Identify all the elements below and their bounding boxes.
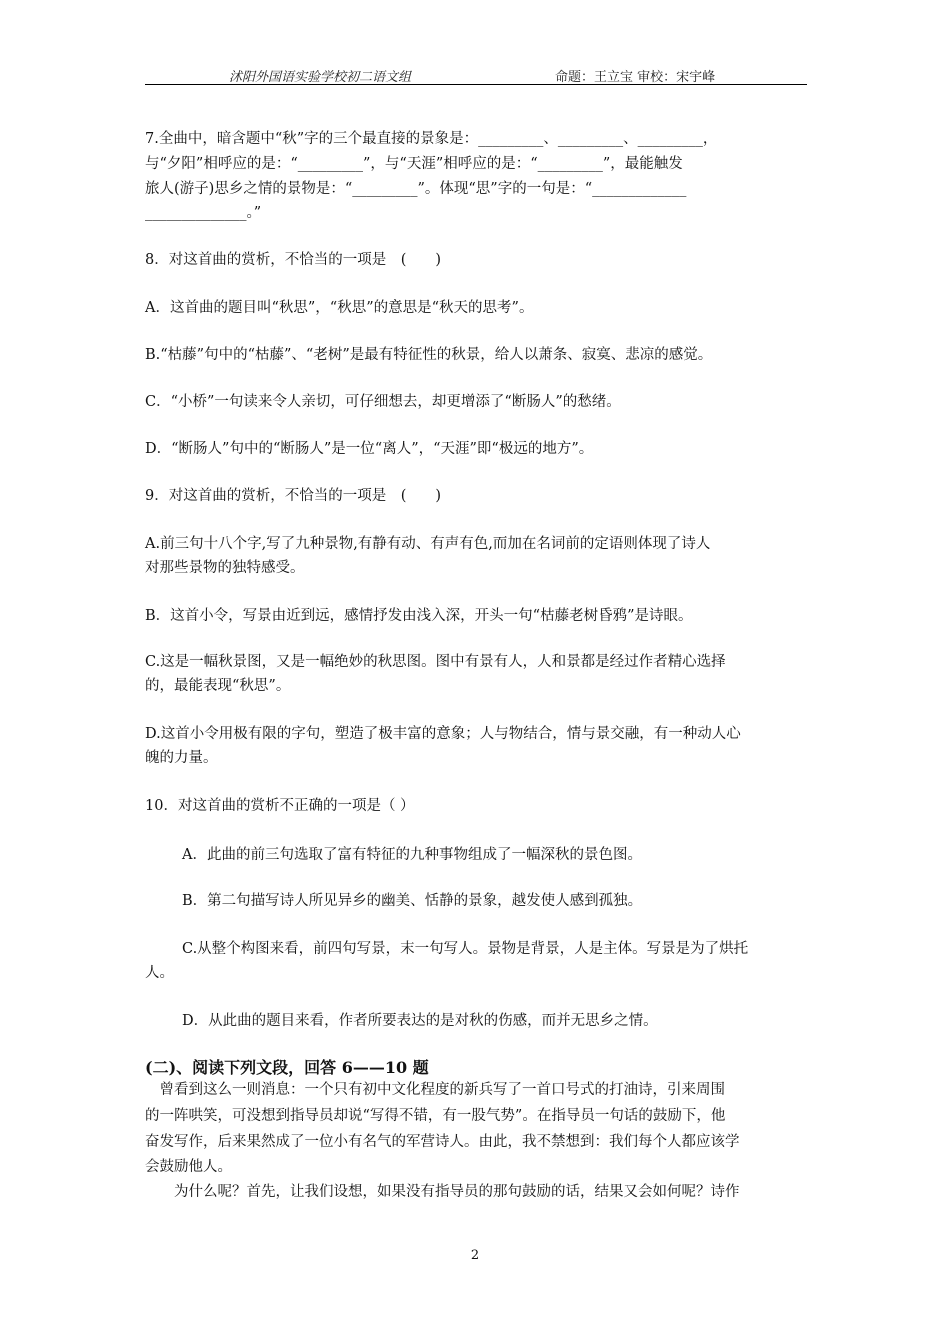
- q10-stem: 10．对这首曲的赏析不正确的一项是（ ）: [145, 798, 415, 814]
- q8-option-d: D．“断肠人”句中的“断肠人”是一位“离人”，“天涯”即“极远的地方”。: [145, 441, 594, 457]
- q9-stem: 9．对这首曲的赏析，不恰当的一项是 ( ): [145, 488, 442, 504]
- q10-option-d: D．从此曲的题目来看，作者所要表达的是对秋的伤感，而并无思乡之情。: [182, 1013, 658, 1029]
- header-school: 沭阳外国语实验学校初二语文组: [229, 70, 412, 85]
- section-heading: (二)、阅读下列文段，回答 6——10 题: [145, 1058, 429, 1077]
- q8-option-b: B.“枯藤”句中的“枯藤”、“老树”是最有特征性的秋景，给人以萧条、寂寞、悲凉的感觉。: [145, 347, 713, 363]
- q9-option-a-line-1: A.前三句十八个字,写了九种景物,有静有动、有声有色,而加在名词前的定语则体现了诗人: [145, 536, 711, 552]
- q7-line-3: 旅人(游子)思乡之情的景物是：“_________”。体现“思”字的一句是：“_____________: [145, 181, 687, 197]
- page-header: [145, 66, 807, 85]
- header-authors: 命题：王立宝 审校：宋宇峰: [555, 70, 716, 85]
- q8-stem: 8．对这首曲的赏析，不恰当的一项是 ( ): [145, 252, 442, 268]
- q10-option-a: A．此曲的前三句选取了富有特征的九种事物组成了一幅深秋的景色图。: [182, 847, 642, 863]
- page-number: 2: [470, 1248, 480, 1263]
- q10-option-c-line-2: 人。: [145, 965, 174, 981]
- q10-option-b: B．第二句描写诗人所见异乡的幽美、恬静的景象，越发使人感到孤独。: [182, 893, 643, 909]
- passage-line-2: 的一阵哄笑，可没想到指导员却说“写得不错，有一股气势”。在指导员一句话的鼓励下，他: [145, 1108, 726, 1124]
- passage-line-1: 曾看到这么一则消息：一个只有初中文化程度的新兵写了一首口号式的打油诗，引来周围: [145, 1082, 725, 1098]
- q9-option-c-line-2: 的，最能表现“秋思”。: [145, 678, 291, 694]
- passage-line-4: 会鼓励他人。: [145, 1159, 232, 1175]
- q7-line-4: ______________。”: [145, 205, 262, 221]
- passage-line-5: 为什么呢？首先，让我们设想，如果没有指导员的那句鼓励的话，结果又会如何呢？诗作: [145, 1184, 740, 1200]
- q7-line-2: 与“夕阳”相呼应的是：“_________”，与“天涯”相呼应的是：“_________”，最能触发: [145, 156, 683, 172]
- q9-option-d-line-2: 魄的力量。: [145, 750, 218, 766]
- q10-option-c-line-1: C.从整个构图来看，前四句写景，末一句写人。景物是背景，人是主体。写景是为了烘托: [182, 941, 749, 957]
- q7-line-1: 7.全曲中，暗含题中“秋”字的三个最直接的景象是：_________、_________、_________，: [145, 131, 718, 147]
- q8-option-a: A．这首曲的题目叫“秋思”，“秋思”的意思是“秋天的思考”。: [145, 300, 534, 316]
- q8-option-c: C．“小桥”一句读来令人亲切，可仔细想去，却更增添了“断肠人”的愁绪。: [145, 394, 621, 410]
- q9-option-b: B．这首小令，写景由近到远，感情抒发由浅入深，开头一句“枯藤老树昏鸦”是诗眼。: [145, 608, 693, 624]
- q9-option-c-line-1: C.这是一幅秋景图，又是一幅绝妙的秋思图。图中有景有人，人和景都是经过作者精心选择: [145, 654, 726, 670]
- q9-option-a-line-2: 对那些景物的独特感受。: [145, 560, 305, 576]
- q9-option-d-line-1: D.这首小令用极有限的字句，塑造了极丰富的意象；人与物结合，情与景交融，有一种动人心: [145, 726, 741, 742]
- passage-line-3: 奋发写作，后来果然成了一位小有名气的军营诗人。由此，我不禁想到：我们每个人都应该学: [145, 1134, 740, 1150]
